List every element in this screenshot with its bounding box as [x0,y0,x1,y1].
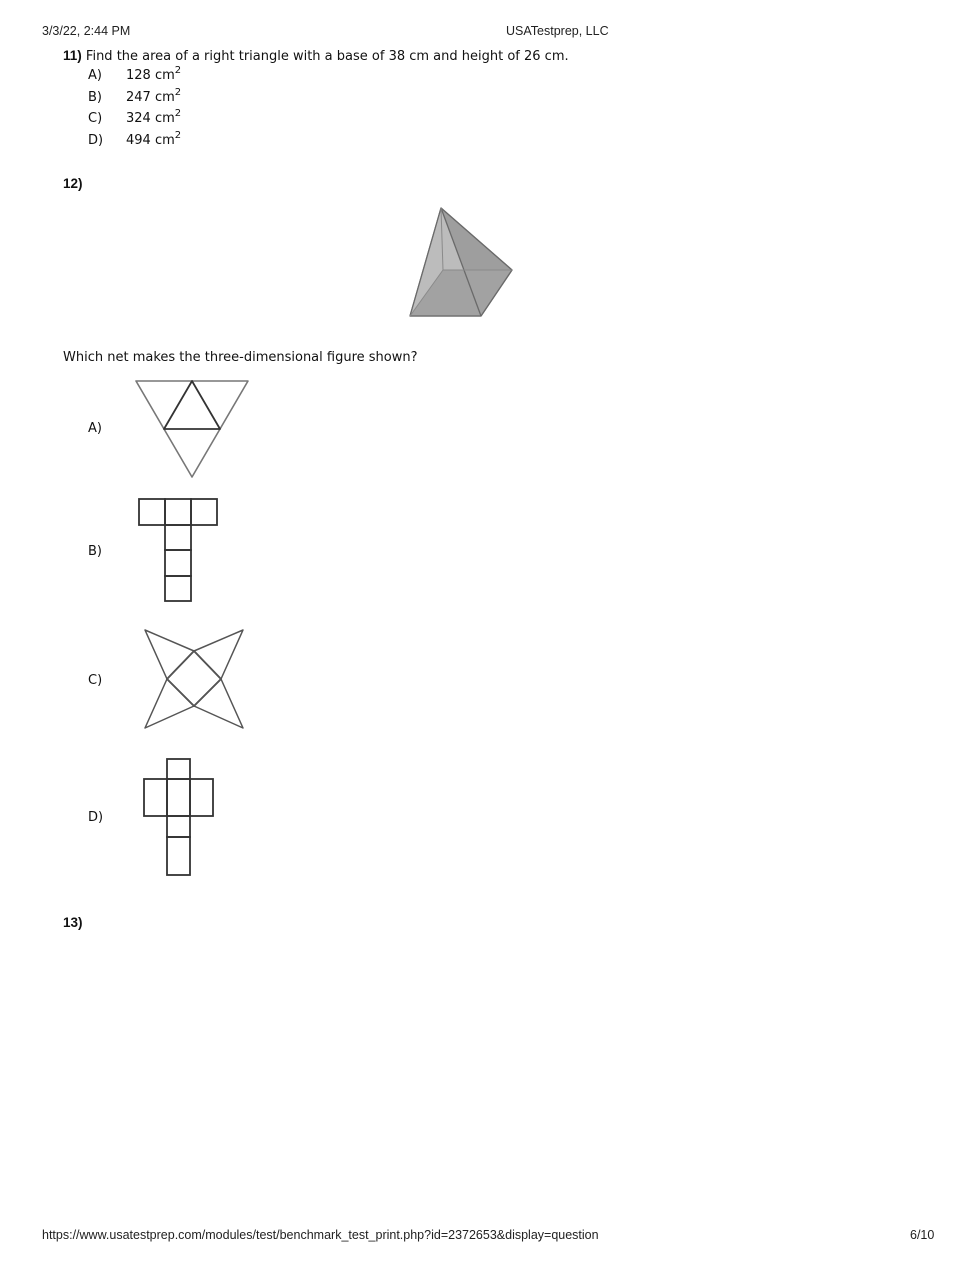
t-shaped-net-icon[interactable] [138,498,228,608]
option-letter: B) [88,90,102,105]
option-value: 128 [126,68,151,83]
option-letter: D) [88,133,104,148]
triangular-net-icon[interactable] [135,380,255,480]
exponent: 2 [174,130,182,141]
q12-option-c-letter[interactable]: C) [88,673,103,688]
question-11 [63,48,569,64]
unit: cm [154,90,175,105]
square-with-triangles-net-icon[interactable] [143,628,253,732]
site-name: USATestprep, LLC [506,24,609,38]
exponent: 2 [174,108,182,119]
unit: cm [154,68,175,83]
unit: cm [154,133,175,148]
page-url: https://www.usatestprep.com/modules/test/benchmark_test_print.php?id=2372653&display=question [42,1228,599,1242]
q12-option-d-letter[interactable]: D) [88,810,104,825]
q12-option-a-letter[interactable]: A) [88,421,102,436]
question-12-number: 12) [63,176,83,191]
question-12-text: Which net makes the three-dimensional figure shown? [63,350,418,365]
question-number: 11) [63,48,82,63]
unit: cm [154,111,175,126]
question-13-number: 13) [63,915,83,930]
option-letter: C) [88,111,103,126]
square-pyramid-icon [410,208,512,316]
option-letter: A) [88,68,102,83]
exponent: 2 [174,87,182,98]
q12-option-b-letter[interactable]: B) [88,544,102,559]
question-text: Find the area of a right triangle with a base of 38 cm and height of 26 cm. [85,49,569,64]
option-value: 494 [126,133,151,148]
cross-shaped-net-icon[interactable] [142,757,222,881]
print-datetime: 3/3/22, 2:44 PM [42,24,131,38]
page-number: 6/10 [910,1228,935,1242]
option-value: 247 [126,90,151,105]
exponent: 2 [174,65,182,76]
option-value: 324 [126,111,151,126]
